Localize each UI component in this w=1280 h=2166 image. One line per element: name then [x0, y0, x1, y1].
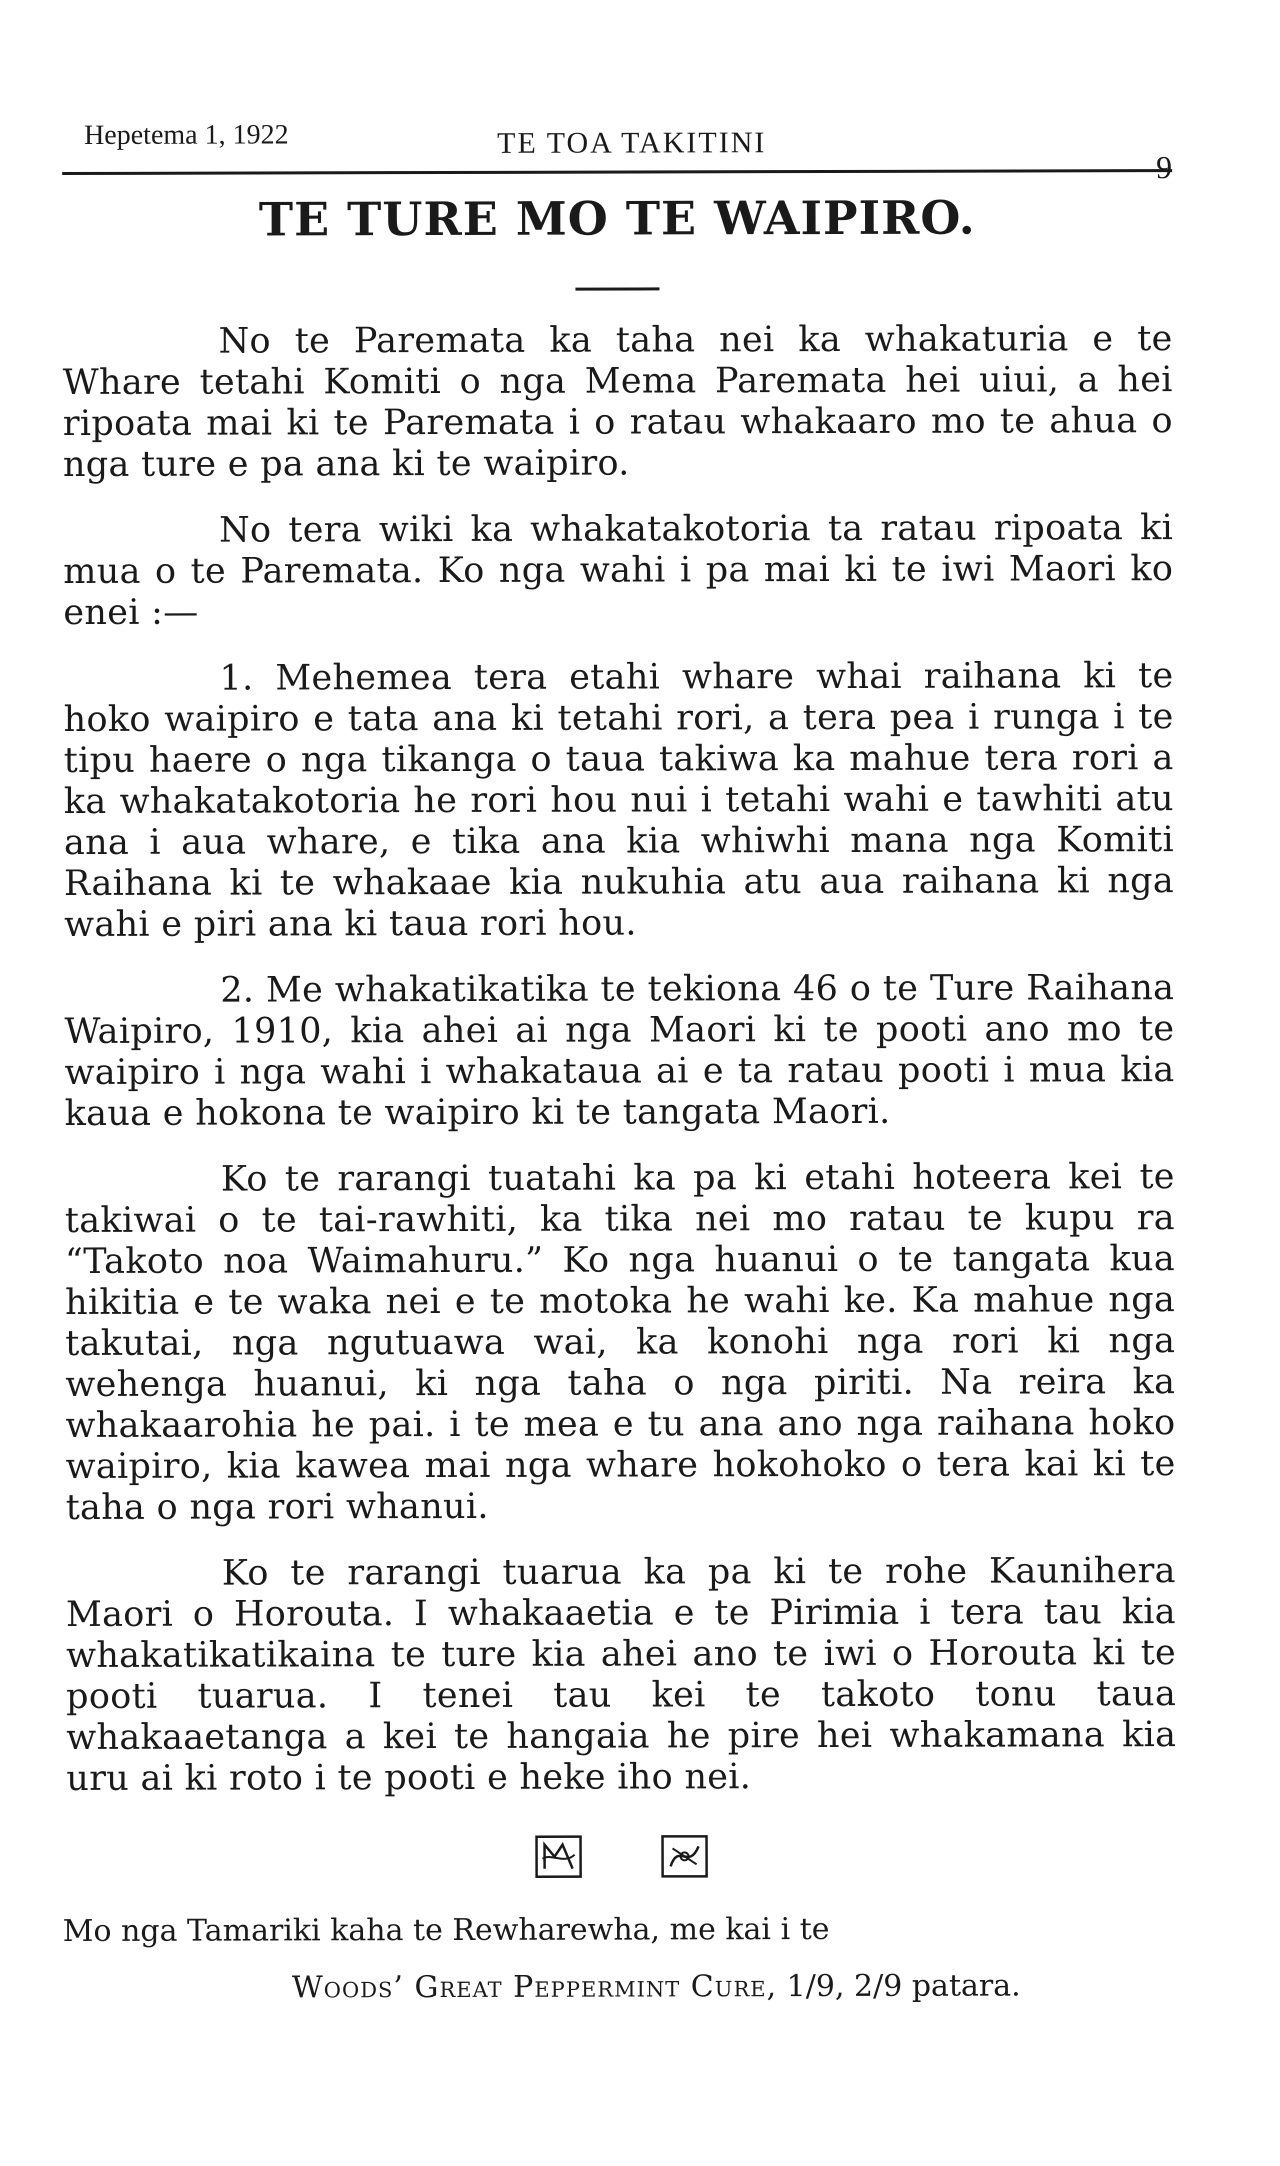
advertisement — [62, 1911, 1177, 2006]
paragraph-intro: No te Paremata ka taha nei ka whakaturia e te Whare tetahi Komiti o nga Mema Paremata hei uiui, a hei ripoata mai ki te Paremata i o ratau whakaaro mo te ahua o nga ture e pa ana ki te waipiro. — [62, 319, 1173, 485]
paragraph-item-2: 2. Me whakatikatika te tekiona 46 o te Ture Raihana Waipiro, 1910, kia ahei ai nga Maori ki te pooti ano mo te waipiro i nga wahi i whakataua ai e ta ratau pooti i mua kia kaua e hokona te waipiro ki te tangata Maori. — [64, 968, 1175, 1134]
advert-brand: Woods’ Great Peppermint Cure, — [291, 1969, 778, 2006]
issue-date: Hepetema 1, 1922 — [84, 119, 289, 151]
page-header — [62, 107, 1173, 186]
advert-prices: 1/9, 2/9 patara. — [777, 1968, 1021, 2005]
paragraph-first-clause: Ko te rarangi tuatahi ka pa ki etahi hoteera kei te takiwai o te tai-rawhiti, ka tika nei mo ratau te kupu ra “Takoto noa Waimahuru.” Ko nga huanui o te tangata kua hikitia e te waka nei e te motoka he wahi ke. Ka mahue nga takutai, nga ngutuawa wai, ka konohi nga rori ki nga wehenga huanui, ki nga taha o nga piriti. Na reira ka whakaarohia he pai. i te mea e tu ana ano nga raihana hoko waipiro, kia kawea mai nga whare hokohoko o tera kai ki te taha o nga rori whanui. — [64, 1157, 1176, 1528]
article-title: TE TURE MO TE WAIPIRO. — [258, 190, 976, 247]
newspaper-name: TE TOA TAKITINI — [497, 126, 767, 160]
ornament-right-icon — [661, 1834, 709, 1878]
title-divider — [575, 287, 659, 290]
advert-product-line — [292, 1968, 1177, 2005]
advert-text: Mo nga Tamariki kaha te Rewharewha, me kai i te — [62, 1911, 830, 1950]
newspaper-page — [62, 107, 1177, 2120]
paragraph-item-1: 1. Mehemea tera etahi whare whai raihana ki te hoko waipiro e tata ana ki tetahi rori, a tera pea i runga i te tipu haere o nga tikanga o taua takiwa ka mahue tera rori a ka whakatakotoria he rori hou nui i tetahi wahi e tawhiti atu ana i aua whare, e tika ana kia whiwhi mana nga Komiti Raihana ki te whakaae kia nukuhia atu aua raihana ki nga wahi e piri ana ki taua rori hou. — [63, 656, 1175, 945]
paragraph-report: No tera wiki ka whakatakotoria ta ratau ripoata ki mua o te Paremata. Ko nga wahi i pa mai ki te iwi Maori ko enei :— — [63, 508, 1174, 633]
ornament-row — [67, 1833, 1177, 1880]
paragraph-second-clause: Ko te rarangi tuarua ka pa ki te rohe Kaunihera Maori o Horouta. I whakaaetia e te Pirimia i tera tau kia whakatikatikaina te ture kia ahei ano te iwi o Horouta ki te pooti tuarua. I tenei tau kei te takoto tonu taua whakaaetanga a kei te hangaia he pire hei whakamana kia uru ai ki roto i te pooti e heke iho nei. — [65, 1551, 1177, 1799]
page-number: 9 — [1156, 149, 1173, 186]
article-body — [63, 319, 1177, 1800]
ornament-left-icon — [535, 1835, 583, 1879]
